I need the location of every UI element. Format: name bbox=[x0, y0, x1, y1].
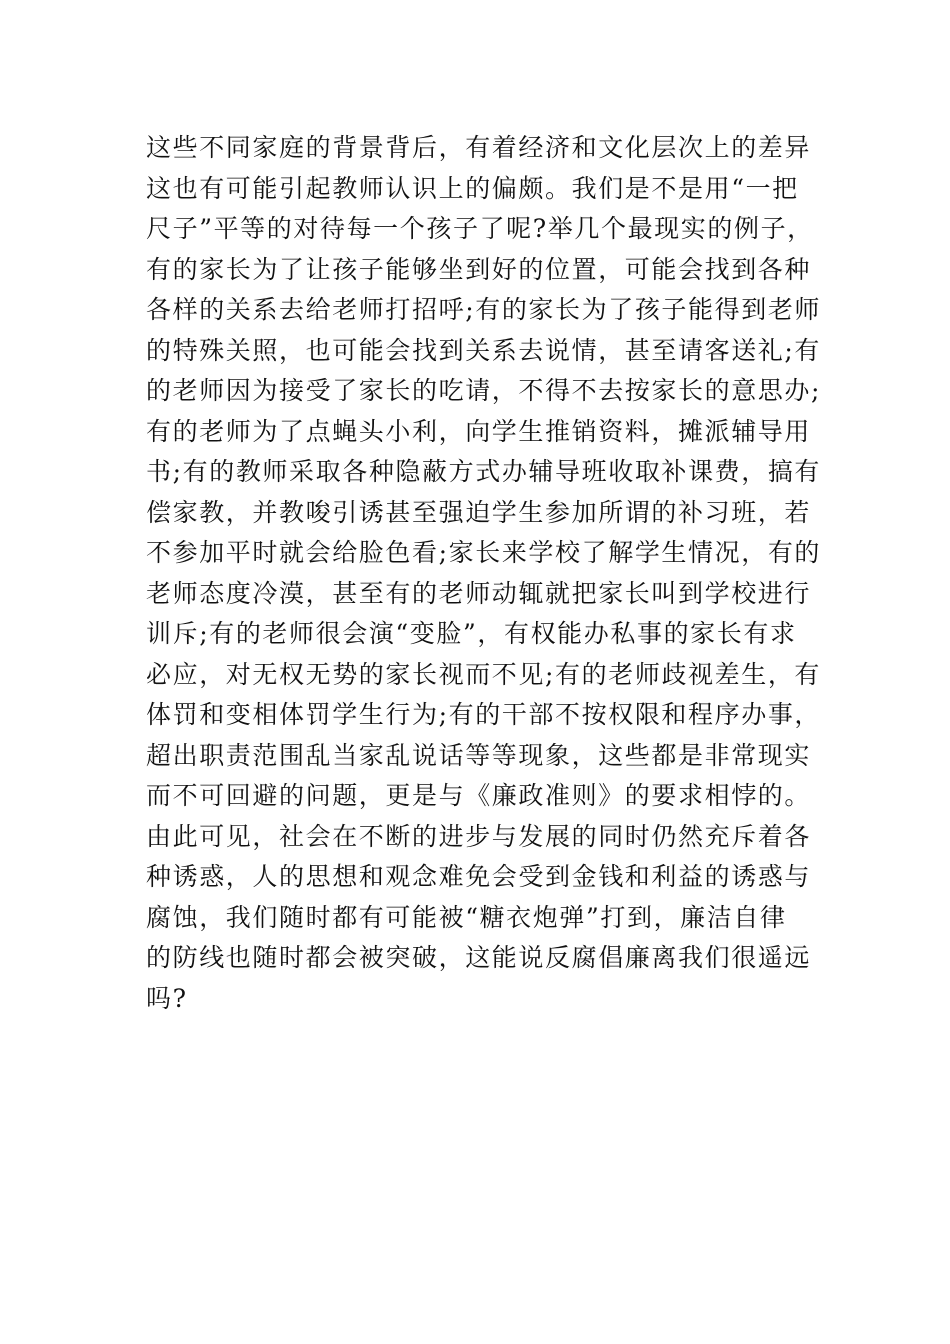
text-line: 各样的关系去给老师打招呼;有的家长为了孩子能得到老师 bbox=[146, 295, 822, 324]
text-line: 这也有可能引起教师认识上的偏颇。我们是不是用“一把 bbox=[146, 173, 799, 203]
text-line: 吗? bbox=[146, 983, 188, 1013]
text-line: 必应，对无权无势的家长视而不见;有的老师歧视差生，有 bbox=[146, 659, 822, 689]
text-line: 的老师因为接受了家长的吃请，不得不去按家长的意思办; bbox=[146, 376, 822, 405]
text-line: 有的家长为了让孩子能够坐到好的位置，可能会找到各种 bbox=[146, 254, 812, 284]
body-paragraph bbox=[146, 128, 826, 1019]
text-line: 偿家教，并教唆引诱甚至强迫学生参加所谓的补习班，若 bbox=[146, 497, 812, 527]
text-line: 而不可回避的问题，更是与《廉政准则》的要求相悖的。 bbox=[146, 781, 812, 810]
text-line: 腐蚀，我们随时都有可能被“糖衣炮弹”打到，廉洁自律 bbox=[146, 902, 787, 932]
text-line: 的特殊关照，也可能会找到关系去说情，甚至请客送礼;有 bbox=[146, 335, 822, 365]
text-line: 尺子”平等的对待每一个孩子了呢?举几个最现实的例子， bbox=[146, 214, 814, 243]
text-line: 超出职责范围乱当家乱说话等等现象，这些都是非常现实 bbox=[146, 740, 812, 770]
text-line: 种诱惑，人的思想和观念难免会受到金钱和利益的诱惑与 bbox=[146, 862, 812, 891]
text-line: 体罚和变相体罚学生行为;有的干部不按权限和程序办事， bbox=[146, 700, 822, 729]
text-line: 老师态度冷漠，甚至有的老师动辄就把家长叫到学校进行 bbox=[146, 578, 812, 608]
text-line: 的防线也随时都会被突破，这能说反腐倡廉离我们很遥远 bbox=[146, 943, 812, 972]
text-line: 不参加平时就会给脸色看;家长来学校了解学生情况，有的 bbox=[146, 538, 822, 567]
text-line: 有的老师为了点蝇头小利，向学生推销资料，摊派辅导用 bbox=[146, 416, 812, 446]
text-line: 这些不同家庭的背景背后，有着经济和文化层次上的差异 bbox=[146, 133, 812, 162]
text-line: 书;有的教师采取各种隐蔽方式办辅导班收取补课费，搞有 bbox=[146, 457, 822, 486]
text-line: 由此可见，社会在不断的进步与发展的同时仍然充斥着各 bbox=[146, 821, 812, 851]
text-line: 训斥;有的老师很会演“变脸”，有权能办私事的家长有求 bbox=[146, 619, 797, 648]
